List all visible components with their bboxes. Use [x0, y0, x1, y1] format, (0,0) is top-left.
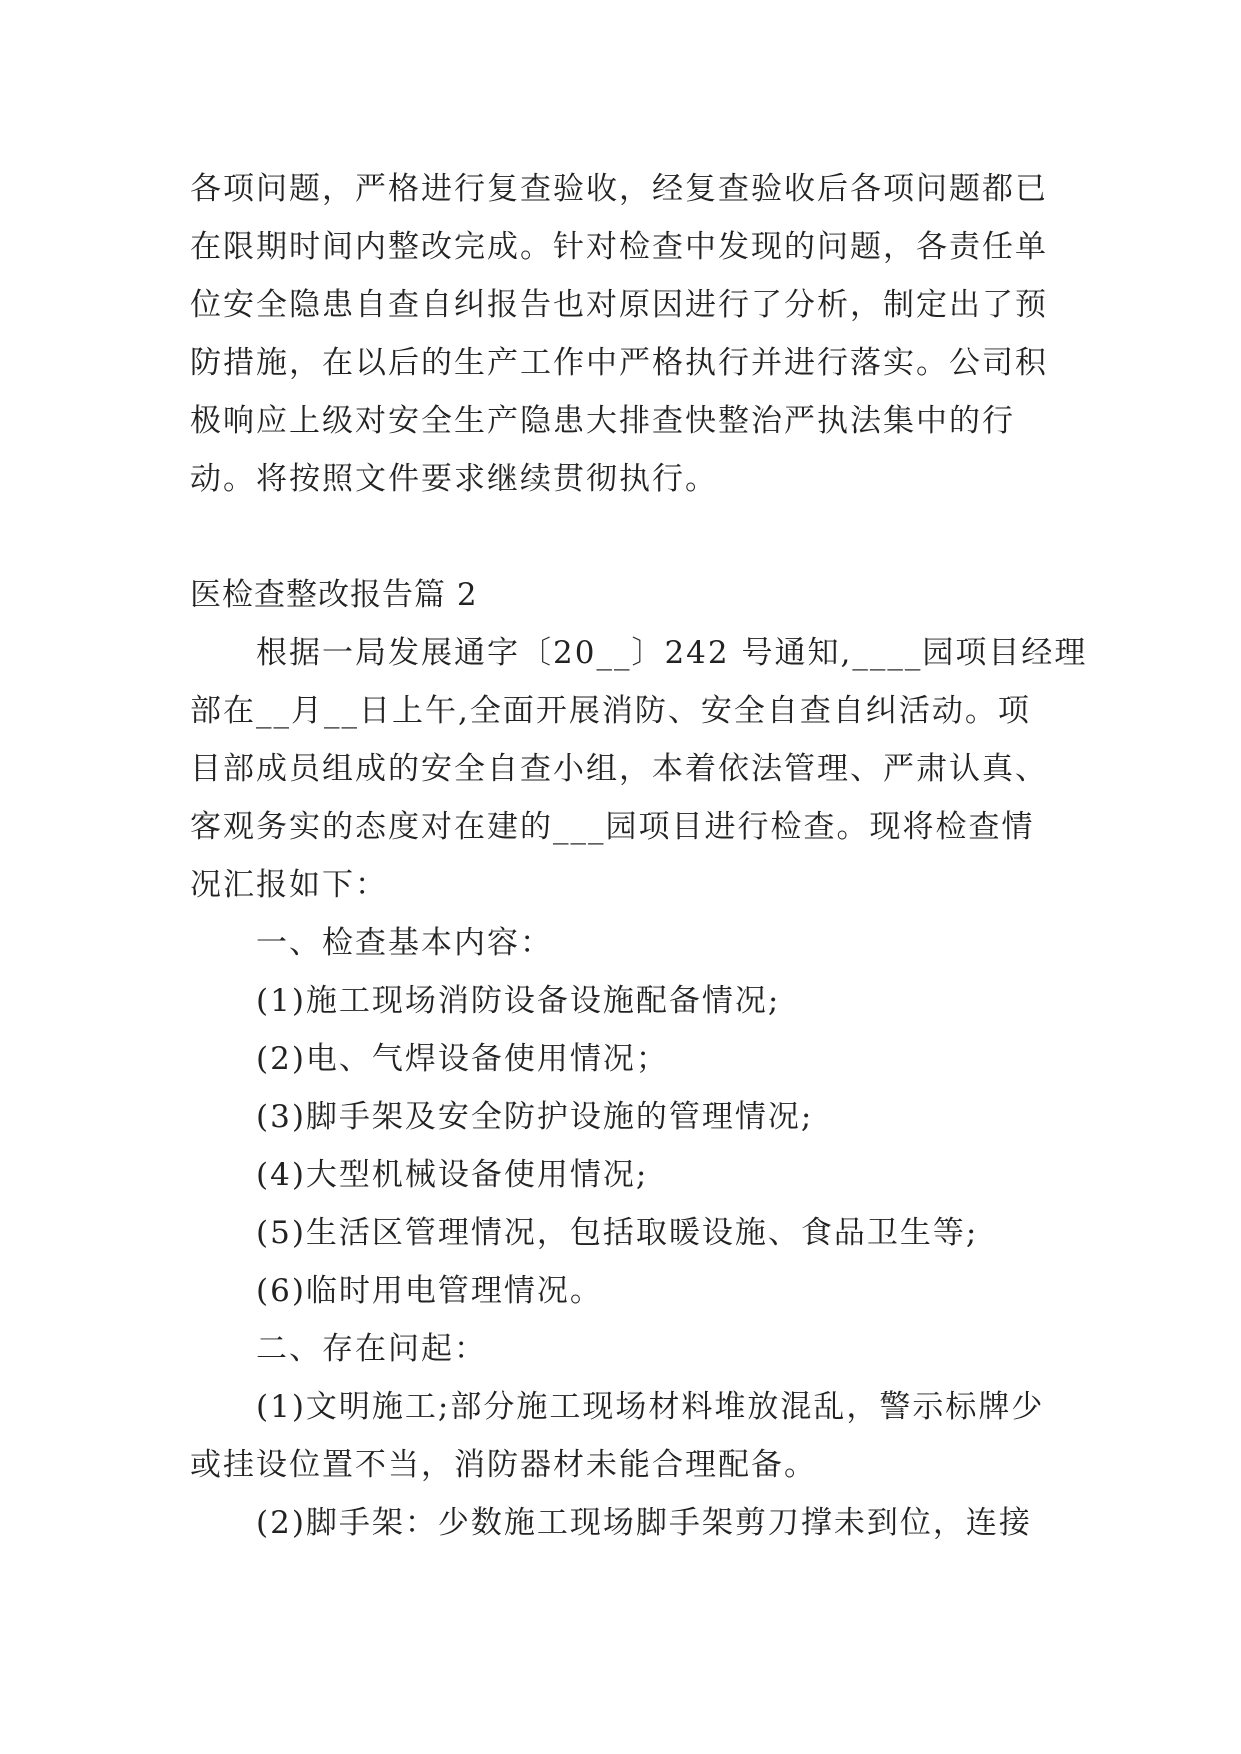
- section-title: 医检查整改报告篇 2: [190, 577, 478, 613]
- problem-line: (1)文明施工;部分施工现场材料堆放混乱，警示标牌少: [256, 1389, 1045, 1425]
- problems-heading: 二、存在问起：: [256, 1331, 487, 1367]
- paragraph-line: 目部成员组成的安全自查小组，本着依法管理、严肃认真、: [190, 751, 1048, 787]
- check-item: (5)生活区管理情况，包括取暖设施、食品卫生等;: [256, 1215, 979, 1251]
- paragraph-line: 防措施，在以后的生产工作中严格执行并进行落实。公司积: [190, 345, 1048, 381]
- check-item: (6)临时用电管理情况。: [256, 1273, 603, 1309]
- document-body: [190, 160, 1088, 1552]
- paragraph-line: 部在__月__日上午,全面开展消防、安全自查自纠活动。项: [190, 693, 1031, 729]
- check-item: (1)施工现场消防设备设施配备情况;: [256, 983, 781, 1019]
- problem-line: (2)脚手架：少数施工现场脚手架剪刀撑未到位，连接: [256, 1505, 1032, 1541]
- paragraph-gap: [190, 508, 1070, 566]
- paragraph-line: 客观务实的态度对在建的___园项目进行检查。现将检查情: [190, 809, 1035, 845]
- paragraph-line: 况汇报如下：: [190, 867, 388, 903]
- paragraph-line: 在限期时间内整改完成。针对检查中发现的问题，各责任单: [190, 229, 1048, 265]
- paragraph-line: 各项问题，严格进行复查验收，经复查验收后各项问题都已: [190, 171, 1048, 207]
- problem-line: 或挂设位置不当，消防器材未能合理配备。: [190, 1447, 817, 1483]
- check-item: (3)脚手架及安全防护设施的管理情况;: [256, 1099, 814, 1135]
- paragraph-line: 位安全隐患自查自纠报告也对原因进行了分析，制定出了预: [190, 287, 1048, 323]
- check-heading: 一、检查基本内容：: [256, 925, 553, 961]
- paragraph-line: 根据一局发展通字〔20__〕242 号通知,____园项目经理: [256, 635, 1088, 671]
- check-item: (2)电、气焊设备使用情况；: [256, 1041, 669, 1077]
- check-item: (4)大型机械设备使用情况;: [256, 1157, 649, 1193]
- paragraph-line: 极响应上级对安全生产隐患大排查快整治严执法集中的行: [190, 403, 1015, 439]
- paragraph-line: 动。将按照文件要求继续贯彻执行。: [190, 461, 718, 497]
